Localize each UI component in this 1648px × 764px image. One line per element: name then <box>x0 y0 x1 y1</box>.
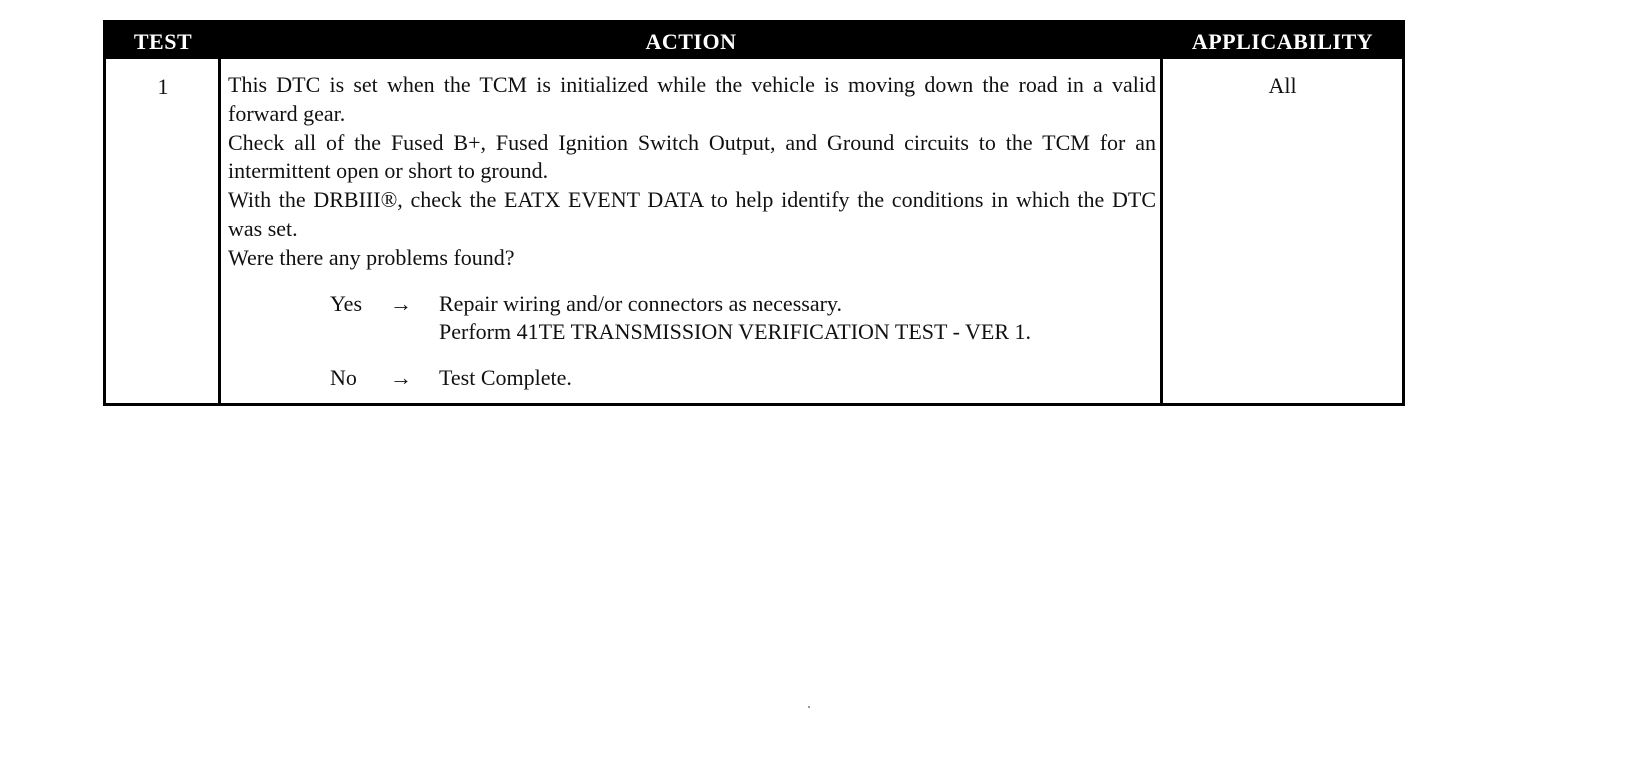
answer-yes-text <box>439 290 1031 348</box>
action-paragraph: Check all of the Fused B+, Fused Ignition Switch Output, and Ground circuits to the TCM for an intermittent open or short to ground. <box>228 129 1156 184</box>
answer-yes-label: Yes <box>330 290 363 316</box>
action-question: Were there any problems found? <box>228 244 515 270</box>
applicability-value: All <box>1268 73 1297 98</box>
header-applicability: APPLICABILITY <box>1191 29 1374 54</box>
test-number: 1 <box>157 74 169 99</box>
answer-yes-line: Perform 41TE TRANSMISSION VERIFICATION TEST - VER 1. <box>439 319 1031 345</box>
column-divider <box>218 59 221 403</box>
action-paragraph: This DTC is set when the TCM is initialized while the vehicle is moving down the road in a valid forward gear. <box>228 72 1156 126</box>
arrow-right-icon: → <box>390 290 412 316</box>
answer-no-text <box>439 364 572 393</box>
action-cell <box>228 59 1156 393</box>
table-header-row <box>106 23 1402 59</box>
header-test: TEST <box>133 29 193 54</box>
answer-yes-line: Repair wiring and/or connectors as necessary. <box>439 290 842 316</box>
answer-no-label: No <box>330 364 357 390</box>
diagnostic-test-table <box>103 20 1405 406</box>
page-speck <box>808 706 810 708</box>
answer-no-line: Test Complete. <box>439 364 572 390</box>
answer-no <box>330 364 1156 393</box>
column-divider <box>1160 59 1163 403</box>
action-paragraph: With the DRBIII®, check the EATX EVENT DATA to help identify the conditions in which the DTC was set. <box>228 187 1156 241</box>
answer-yes <box>330 290 1156 348</box>
header-action: ACTION <box>645 29 737 54</box>
arrow-right-icon: → <box>390 364 412 390</box>
